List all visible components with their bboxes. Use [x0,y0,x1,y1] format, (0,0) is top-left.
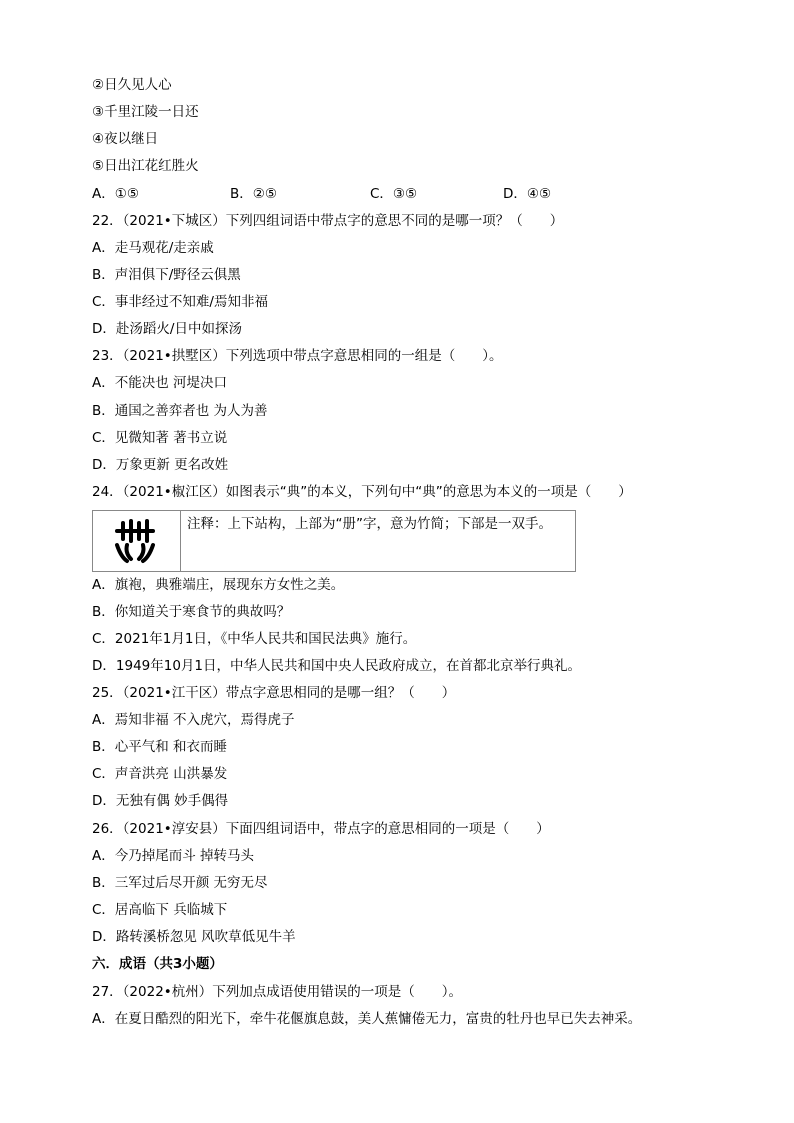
q23-option-b: B．通国之善弈者也 为人为善 [92,403,268,419]
q22-option-a: A．走马观花/走亲戚 [92,240,214,256]
q22-option-b: B．声泪俱下/野径云俱黑 [92,267,241,283]
dian-glyph-image [93,511,181,571]
q24-option-b: B．你知道关于寒食节的典故吗？ [92,604,291,620]
q21-item-2: ②日久见人心 [92,77,172,93]
q23-option-d: D．万象更新 更名改姓 [92,457,229,473]
q26-option-d: D．路转溪桥忽见 风吹草低见牛羊 [92,929,296,945]
q25-option-b: B．心平气和 和衣而睡 [92,739,228,755]
q26-option-b: B．三军过后尽开颜 无穷无尽 [92,875,268,891]
dian-ancient-character-icon [111,517,161,565]
q27-option-a: A．在夏日酷烈的阳光下，牵牛花偃旗息鼓，美人蕉慵倦无力，富贵的牡丹也早已失去神采。 [92,1011,642,1027]
q24-stem: 24．（2021•椒江区）如图表示“典”的本义，下列句中“典”的意思为本义的一项是（ ） [92,484,632,500]
q24-option-c: C．2021年1月1日，《中华人民共和国民法典》施行。 [92,631,417,647]
q26-option-c: C．居高临下 兵临城下 [92,902,228,918]
q23-option-c: C．见微知著 著书立说 [92,430,228,446]
q22-stem: 22．（2021•下城区）下列四组词语中带点字的意思不同的是哪一项？（ ） [92,213,564,229]
q22-option-c: C．事非经过不知难/焉知非福 [92,294,268,310]
q23-option-a: A．不能决也 河堤决口 [92,375,228,391]
q26-stem: 26．（2021•淳安县）下面四组词语中，带点字的意思相同的一项是（ ） [92,821,550,837]
q21-item-5: ⑤日出江花红胜火 [92,158,199,174]
section-6-title: 六．成语（共3小题） [92,956,223,972]
q27-stem: 27．（2022•杭州）下列加点成语使用错误的一项是（ ）。 [92,984,462,1000]
q21-option-d: D．④⑤ [503,186,552,202]
q24-note-box [92,510,576,572]
q24-note-text: 注释：上下站构，上部为“册”字，意为竹简；下部是一双手。 [187,516,552,532]
q21-item-4: ④夜以继日 [92,131,159,147]
q25-stem: 25．（2021•江干区）带点字意思相同的是哪一组？（ ） [92,685,456,701]
q25-option-c: C．声音洪亮 山洪暴发 [92,766,228,782]
q21-item-3: ③千里江陵一日还 [92,104,199,120]
q26-option-a: A．今乃掉尾而斗 掉转马头 [92,848,255,864]
q23-stem: 23．（2021•拱墅区）下列选项中带点字意思相同的一组是（ ）。 [92,348,503,364]
q21-option-c: C．③⑤ [370,186,418,202]
q24-option-a: A．旗袍，典雅端庄，展现东方女性之美。 [92,577,345,593]
q21-option-a: A．①⑤ [92,186,139,202]
q24-option-d: D．1949年10月1日，中华人民共和国中央人民政府成立，在首都北京举行典礼。 [92,658,582,674]
q25-option-a: A．焉知非福 不入虎穴，焉得虎子 [92,712,295,728]
q22-option-d: D．赴汤蹈火/日中如探汤 [92,321,242,337]
q25-option-d: D．无独有偶 妙手偶得 [92,793,229,809]
q21-option-b: B．②⑤ [230,186,277,202]
